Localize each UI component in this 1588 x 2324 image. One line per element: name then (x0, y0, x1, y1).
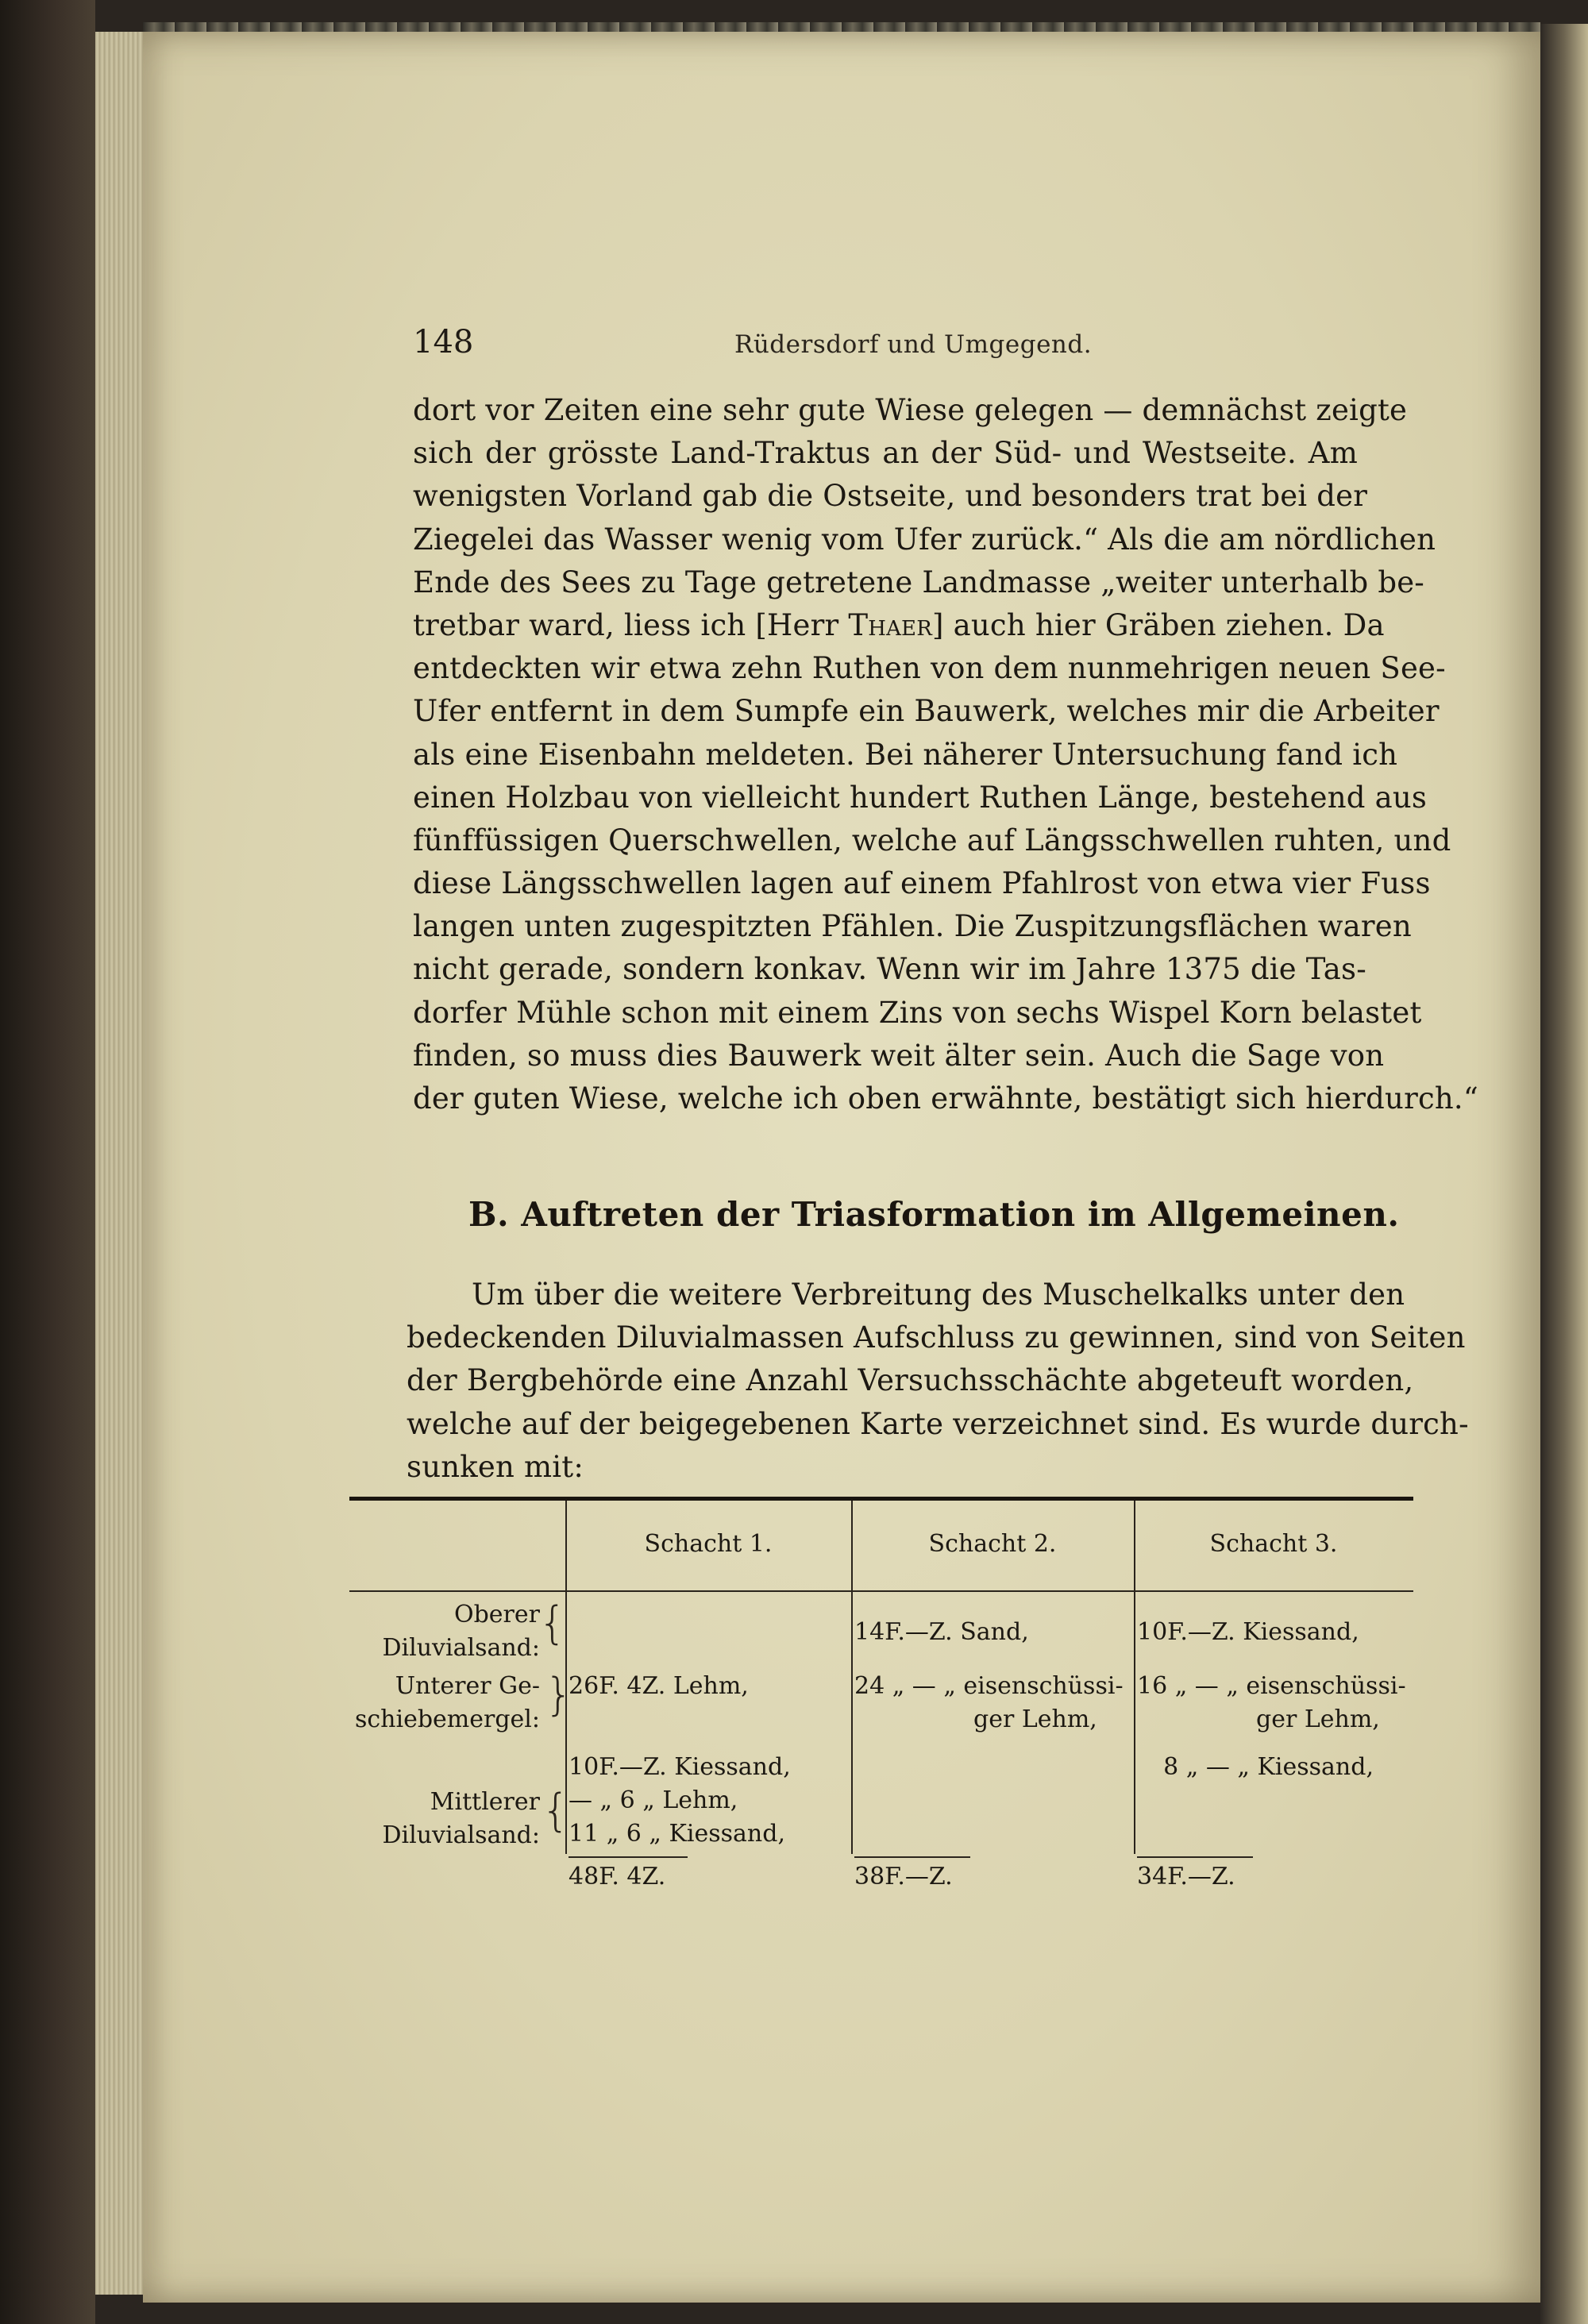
book-binding (0, 0, 95, 2324)
text-line: welche auf der beigegebenen Karte verzeichnet sind. Es wurde durch- (407, 1406, 1469, 1441)
text-line: Ziegelei das Wasser wenig vom Ufer zurück.“ Als die am nördlichen (413, 522, 1436, 557)
text-line: der guten Wiese, welche ich oben erwähnte, bestätigt sich hierdurch.“ (413, 1081, 1479, 1116)
next-page-edge (1540, 24, 1588, 2324)
name-thaer: Thaer (848, 607, 933, 642)
sum-rule (569, 1856, 688, 1858)
text-line: sich der grösste Land-Traktus an der Süd- und Westseite. Am (413, 436, 1358, 471)
text-line: fünffüssigen Querschwellen, welche auf Längsschwellen ruhten, und (413, 823, 1451, 858)
page-header (413, 324, 1366, 372)
total-schacht-1: 48F. 4Z. (569, 1863, 666, 1890)
text-line: finden, so muss dies Bauwerk weit älter sein. Auch die Sage von (413, 1038, 1385, 1073)
column-header-schacht-2: Schacht 2. (928, 1530, 1057, 1558)
text-line: langen unten zugespitzten Pfählen. Die Zuspitzungsflächen waren (413, 909, 1412, 944)
table-header-rule (349, 1590, 1413, 1592)
text-line: wenigsten Vorland gab die Ostseite, und besonders trat bei der (413, 479, 1368, 514)
text-line: als eine Eisenbahn meldeten. Bei näherer Untersuchung fand ich (413, 737, 1398, 772)
text-line: der Bergbehörde eine Anzahl Versuchsschächte abgeteuft worden, (407, 1363, 1414, 1398)
text-fragment: ] auch hier Gräben ziehen. Da (932, 607, 1385, 642)
running-head: Rüdersdorf und Umgegend. (734, 330, 1093, 359)
text-line (413, 604, 1385, 647)
total-schacht-2: 38F.—Z. (854, 1863, 953, 1890)
sum-rule (1137, 1856, 1253, 1858)
column-divider (1134, 1501, 1135, 1592)
text-line: Ufer entfernt in dem Sumpfe ein Bauwerk, welches mir die Arbeiter (413, 694, 1440, 729)
cell-s1-mittlerer: 10F.—Z. Kiessand, — „ 6 „ Lehm, 11 „ 6 „ Kiessand, (569, 1753, 791, 1848)
text-line: nicht gerade, sondern konkav. Wenn wir im Jahre 1375 die Tas- (413, 952, 1366, 987)
text-line: dort vor Zeiten eine sehr gute Wiese gelegen — demnächst zeigte (413, 393, 1408, 427)
column-divider (851, 1592, 853, 1854)
text-line: einen Holzbau von vielleicht hundert Ruthen Länge, bestehend aus (413, 780, 1428, 815)
section-paragraph (407, 1274, 1469, 1489)
paragraph-quote (413, 389, 1479, 1120)
text-line: Um über die weitere Verbreitung des Muschelkalks unter den (472, 1278, 1405, 1312)
text-line: sunken mit: (407, 1449, 584, 1484)
brace: } (545, 1669, 573, 1721)
text-line: dorfer Mühle schon mit einem Zins von sechs Wispel Korn belastet (413, 995, 1422, 1030)
book-page (143, 32, 1540, 2303)
cell-s2-oberer: 14F.—Z. Sand, (854, 1618, 1029, 1646)
row-label-oberer-diluvialsand: Oberer Diluvialsand: (382, 1601, 540, 1662)
cell-s3-oberer: 10F.—Z. Kiessand, (1137, 1618, 1359, 1646)
column-divider (1134, 1592, 1135, 1854)
text-line: diese Längsschwellen lagen auf einem Pfahlrost von etwa vier Fuss (413, 866, 1431, 901)
cell-s3-mittlerer: 8 „ — „ Kiessand, (1163, 1753, 1374, 1781)
column-divider (565, 1501, 567, 1592)
text-line: Ende des Sees zu Tage getretene Landmasse „weiter unterhalb be- (413, 565, 1424, 599)
table-top-rule (349, 1497, 1413, 1501)
row-label-unterer-geschiebemergel: Unterer Ge- schiebemergel: (354, 1672, 540, 1733)
total-schacht-3: 34F.—Z. (1137, 1863, 1235, 1890)
cell-s3-unterer: 16 „ — „ eisenschüssi- ger Lehm, (1137, 1672, 1406, 1733)
cell-s2-unterer: 24 „ — „ eisenschüssi- ger Lehm, (854, 1672, 1124, 1733)
sum-rule (854, 1856, 970, 1858)
text-line: entdeckten wir etwa zehn Ruthen von dem nunmehrigen neuen See- (413, 651, 1446, 686)
text-fragment: tretbar ward, liess ich [Herr (413, 607, 849, 642)
brace: { (542, 1785, 570, 1836)
column-divider (851, 1501, 853, 1592)
cell-s1-unterer: 26F. 4Z. Lehm, (569, 1672, 749, 1700)
column-header-schacht-3: Schacht 3. (1209, 1530, 1338, 1558)
text-line: bedeckenden Diluvialmassen Aufschluss zu gewinnen, sind von Seiten (407, 1320, 1466, 1355)
brace: { (538, 1598, 567, 1649)
page-number: 148 (413, 324, 474, 360)
section-heading: B. Auftreten der Triasformation im Allgemeinen. (468, 1195, 1400, 1234)
shaft-table (349, 1497, 1413, 1941)
row-label-mittlerer-diluvialsand: Mittlerer Diluvialsand: (382, 1788, 540, 1849)
column-header-schacht-1: Schacht 1. (644, 1530, 773, 1558)
